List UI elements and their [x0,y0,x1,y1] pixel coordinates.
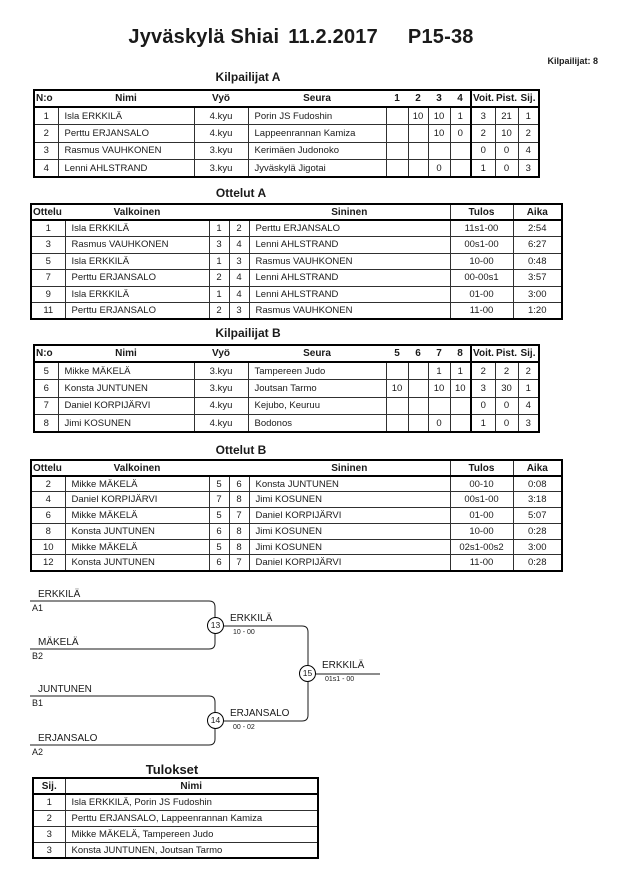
col-header-1: 1 [386,90,408,107]
bracket-semi2-bottom-seed: A2 [32,747,44,757]
bracket-semi2-bottom-name: ERJANSALO [38,733,98,744]
cell-white-no: 2 [209,270,229,287]
cell-club: Bodonos [248,415,386,433]
col-header-name: Nimi [58,345,194,362]
cell-time: 0:48 [513,253,562,270]
table-row [34,107,539,125]
cell-match-no: 10 [31,539,65,555]
cell-club: Joutsan Tarmo [248,380,386,398]
cell-points: 0 [495,415,518,433]
bracket-semi1-bottom-name: MÄKELÄ [38,637,79,648]
cell-no: 6 [34,380,58,398]
cell-r3: 0 [428,415,450,433]
table-row [34,125,539,143]
cell-no: 8 [34,415,58,433]
bracket-semi2-score: 00 - 02 [233,724,255,731]
cell-blue: Rasmus VAUHKONEN [249,253,450,270]
cell-white: Perttu ERJANSALO [65,303,209,320]
bracket-semi2-winner: ERJANSALO [230,708,290,719]
table-row [34,380,539,398]
cell-belt: 3.kyu [194,160,248,178]
cell-no: 3 [34,142,58,160]
table-row [31,508,562,524]
cell-blue: Jimi KOSUNEN [249,523,450,539]
cell-result: 11-00 [450,303,513,320]
results-table [32,777,319,859]
cell-club: Porin JS Fudoshin [248,107,386,125]
col-header-time: Aika [513,204,562,220]
cell-place: 1 [518,380,539,398]
cell-time: 3:00 [513,286,562,303]
col-header-place: Sij. [33,778,65,794]
cell-blue-no: 8 [229,539,249,555]
bracket-semi2-top-seed: B1 [32,698,44,708]
cell-r2 [408,142,428,160]
table-row [31,220,562,237]
cell-time: 3:18 [513,492,562,508]
col-header-match: Ottelu [31,204,65,220]
cell-blue: Perttu ERJANSALO [249,220,450,237]
cell-points: 10 [495,125,518,143]
cell-white: Konsta JUNTUNEN [65,555,209,571]
col-header-club: Seura [248,345,386,362]
bracket-final-score: 01s1 - 00 [325,676,355,683]
col-header-no: N:o [34,345,58,362]
cell-r3 [428,142,450,160]
cell-match-no: 2 [31,476,65,492]
cell-no: 2 [34,125,58,143]
cell-place: 3 [33,842,65,858]
cell-blue: Daniel KORPIJÄRVI [249,508,450,524]
cell-r3 [428,397,450,415]
cell-club: Tampereen Judo [248,362,386,380]
table-row [34,362,539,380]
section-heading-matches-b: Ottelut B [215,443,267,457]
col-header-place: Sij. [518,90,539,107]
bracket-semi1-bottom-seed: B2 [32,651,44,661]
cell-white: Isla ERKKILÄ [65,253,209,270]
cell-blue-no: 4 [229,286,249,303]
table-row [34,397,539,415]
cell-blue-no: 3 [229,253,249,270]
col-header-3: 3 [428,90,450,107]
cell-blue-no: 8 [229,492,249,508]
cell-blue: Jimi KOSUNEN [249,539,450,555]
cell-no: 7 [34,397,58,415]
cell-r1 [386,397,408,415]
table-row [31,237,562,254]
col-header-wins: Voit. [471,90,495,107]
matches-b-header-row [31,460,562,476]
bracket-semi1-top-seed: A1 [32,603,44,613]
matches-b-table [30,459,563,572]
col-header-result: Tulos [450,460,513,476]
cell-white: Perttu ERJANSALO [65,270,209,287]
cell-place: 4 [518,142,539,160]
table-row [31,286,562,303]
cell-white: Isla ERKKILÄ [65,286,209,303]
bracket-semi1-winner: ERKKILÄ [230,613,273,624]
cell-name: Lenni AHLSTRAND [58,160,194,178]
cell-white-no: 6 [209,555,229,571]
cell-white-no: 3 [209,237,229,254]
cell-r2 [408,397,428,415]
cell-match-no: 4 [31,492,65,508]
cell-result: 00s1-00 [450,237,513,254]
table-row [33,842,318,858]
cell-wins: 0 [471,142,495,160]
col-header-points: Pist. [495,345,518,362]
section-heading-results: Tulokset [145,762,199,777]
cell-r1 [386,415,408,433]
title-category: P15-38 [407,26,474,48]
cell-r1 [386,362,408,380]
bracket-semi1-score: 10 - 00 [233,629,255,636]
col-header-white: Valkoinen [65,460,209,476]
section-heading-pool-b: Kilpailijat B [215,326,281,340]
cell-wins: 0 [471,397,495,415]
cell-time: 5:07 [513,508,562,524]
cell-blue-no: 8 [229,523,249,539]
cell-result: 02s1-00s2 [450,539,513,555]
col-header-blue-no [229,204,249,220]
cell-no: 4 [34,160,58,178]
bracket-semi2-top-name: JUNTUNEN [38,684,92,695]
cell-place: 1 [33,794,65,810]
cell-wins: 3 [471,107,495,125]
table-row [33,794,318,810]
table-row [31,270,562,287]
competitors-count: Kilpailijat: 8 [547,56,598,66]
cell-belt: 4.kyu [194,415,248,433]
cell-r3: 10 [428,125,450,143]
cell-points: 0 [495,142,518,160]
table-row [31,253,562,270]
bracket-match-14-circle: 14 [207,712,224,729]
cell-result: 01-00 [450,508,513,524]
col-header-name: Nimi [58,90,194,107]
cell-name: Mikke MÄKELÄ, Tampereen Judo [65,826,318,842]
col-header-blue-no [229,460,249,476]
cell-r2: 10 [408,107,428,125]
cell-place: 2 [33,810,65,826]
cell-place: 2 [518,362,539,380]
cell-belt: 3.kyu [194,362,248,380]
col-header-4: 4 [450,90,471,107]
cell-match-no: 8 [31,523,65,539]
cell-r4 [450,397,471,415]
table-row [33,826,318,842]
table-row [34,142,539,160]
cell-r2 [408,415,428,433]
cell-r1 [386,142,408,160]
cell-place: 2 [518,125,539,143]
col-header-6: 6 [408,345,428,362]
cell-place: 3 [33,826,65,842]
cell-match-no: 12 [31,555,65,571]
cell-wins: 1 [471,160,495,178]
cell-blue-no: 3 [229,303,249,320]
table-row [31,476,562,492]
cell-r3: 0 [428,160,450,178]
cell-white: Mikke MÄKELÄ [65,539,209,555]
cell-club: Kejubo, Keuruu [248,397,386,415]
cell-white: Mikke MÄKELÄ [65,476,209,492]
cell-blue: Lenni AHLSTRAND [249,286,450,303]
cell-white: Isla ERKKILÄ [65,220,209,237]
cell-points: 0 [495,397,518,415]
col-header-time: Aika [513,460,562,476]
cell-blue: Lenni AHLSTRAND [249,270,450,287]
cell-blue: Lenni AHLSTRAND [249,237,450,254]
cell-place: 3 [518,160,539,178]
cell-r2 [408,380,428,398]
bracket-match-13-circle: 13 [207,617,224,634]
col-header-points: Pist. [495,90,518,107]
cell-wins: 2 [471,125,495,143]
cell-r1 [386,107,408,125]
cell-time: 3:57 [513,270,562,287]
cell-r4 [450,415,471,433]
cell-result: 11s1-00 [450,220,513,237]
col-header-wins: Voit. [471,345,495,362]
cell-r4: 0 [450,125,471,143]
cell-white: Konsta JUNTUNEN [65,523,209,539]
cell-result: 10-00 [450,253,513,270]
cell-name: Perttu ERJANSALO, Lappeenrannan Kamiza [65,810,318,826]
table-row [31,492,562,508]
cell-blue-no: 4 [229,270,249,287]
cell-white-no: 6 [209,523,229,539]
cell-r3: 10 [428,107,450,125]
table-row [34,160,539,178]
cell-white: Rasmus VAUHKONEN [65,237,209,254]
results-header-row [33,778,318,794]
table-row [34,415,539,433]
cell-white-no: 1 [209,286,229,303]
col-header-7: 7 [428,345,450,362]
cell-match-no: 6 [31,508,65,524]
cell-result: 00-00s1 [450,270,513,287]
cell-time: 0:28 [513,555,562,571]
cell-name: Isla ERKKILÄ, Porin JS Fudoshin [65,794,318,810]
cell-r4 [450,160,471,178]
col-header-club: Seura [248,90,386,107]
cell-club: Jyväskylä Jigotai [248,160,386,178]
cell-club: Lappeenrannan Kamiza [248,125,386,143]
section-heading-matches-a: Ottelut A [215,186,267,200]
col-header-5: 5 [386,345,408,362]
cell-white-no: 7 [209,492,229,508]
cell-r1 [386,160,408,178]
cell-name: Daniel KORPIJÄRVI [58,397,194,415]
cell-no: 1 [34,107,58,125]
matches-a-table [30,203,563,320]
cell-white-no: 5 [209,508,229,524]
cell-name: Perttu ERJANSALO [58,125,194,143]
cell-blue: Daniel KORPIJÄRVI [249,555,450,571]
cell-name: Rasmus VAUHKONEN [58,142,194,160]
cell-time: 2:54 [513,220,562,237]
cell-white-no: 5 [209,539,229,555]
cell-wins: 2 [471,362,495,380]
cell-belt: 4.kyu [194,125,248,143]
cell-white: Daniel KORPIJÄRVI [65,492,209,508]
cell-result: 11-00 [450,555,513,571]
cell-result: 01-00 [450,286,513,303]
col-header-blue: Sininen [249,460,450,476]
cell-belt: 4.kyu [194,397,248,415]
col-header-belt: Vyö [194,345,248,362]
cell-white: Mikke MÄKELÄ [65,508,209,524]
cell-belt: 3.kyu [194,142,248,160]
pool-b-table [33,344,540,433]
cell-place: 4 [518,397,539,415]
cell-match-no: 11 [31,303,65,320]
cell-name: Isla ERKKILÄ [58,107,194,125]
cell-white-no: 1 [209,220,229,237]
table-row [31,303,562,320]
cell-blue-no: 7 [229,508,249,524]
col-header-blue: Sininen [249,204,450,220]
cell-name: Konsta JUNTUNEN, Joutsan Tarmo [65,842,318,858]
cell-match-no: 9 [31,286,65,303]
cell-r1 [386,125,408,143]
cell-name: Konsta JUNTUNEN [58,380,194,398]
cell-r2 [408,362,428,380]
page-title [128,26,473,49]
cell-club: Kerimäen Judonoko [248,142,386,160]
title-event: Jyväskylä Shiai [128,26,280,48]
cell-r2 [408,125,428,143]
col-header-white: Valkoinen [65,204,209,220]
col-header-no: N:o [34,90,58,107]
cell-r3: 1 [428,362,450,380]
cell-blue: Konsta JUNTUNEN [249,476,450,492]
col-header-place: Sij. [518,345,539,362]
cell-blue-no: 6 [229,476,249,492]
col-header-white-no [209,204,229,220]
bracket-semi1-top-name: ERKKILÄ [38,589,81,600]
cell-result: 10-00 [450,523,513,539]
cell-r1: 10 [386,380,408,398]
cell-name: Jimi KOSUNEN [58,415,194,433]
cell-r3: 10 [428,380,450,398]
cell-r4: 1 [450,362,471,380]
title-date: 11.2.2017 [288,26,378,48]
col-header-8: 8 [450,345,471,362]
cell-r4: 1 [450,107,471,125]
cell-time: 6:27 [513,237,562,254]
cell-time: 0:28 [513,523,562,539]
cell-wins: 3 [471,380,495,398]
cell-blue: Jimi KOSUNEN [249,492,450,508]
table-row [31,555,562,571]
pool-a-table [33,89,540,178]
table-row [31,539,562,555]
cell-white-no: 5 [209,476,229,492]
section-heading-pool-a: Kilpailijat A [215,70,281,84]
cell-match-no: 3 [31,237,65,254]
cell-time: 1:20 [513,303,562,320]
cell-points: 30 [495,380,518,398]
cell-match-no: 7 [31,270,65,287]
bracket-final-winner: ERKKILÄ [322,660,365,671]
cell-place: 1 [518,107,539,125]
cell-r4: 10 [450,380,471,398]
cell-wins: 1 [471,415,495,433]
col-header-name: Nimi [65,778,318,794]
table-row [33,810,318,826]
cell-time: 3:00 [513,539,562,555]
cell-belt: 4.kyu [194,107,248,125]
table-row [31,523,562,539]
pool-b-header-row [34,345,539,362]
cell-belt: 3.kyu [194,380,248,398]
col-header-match: Ottelu [31,460,65,476]
cell-no: 5 [34,362,58,380]
cell-white-no: 1 [209,253,229,270]
cell-r4 [450,142,471,160]
cell-points: 21 [495,107,518,125]
cell-r2 [408,160,428,178]
col-header-result: Tulos [450,204,513,220]
cell-match-no: 1 [31,220,65,237]
cell-result: 00-10 [450,476,513,492]
cell-white-no: 2 [209,303,229,320]
cell-blue-no: 2 [229,220,249,237]
cell-time: 0:08 [513,476,562,492]
cell-name: Mikke MÄKELÄ [58,362,194,380]
cell-points: 0 [495,160,518,178]
cell-result: 00s1-00 [450,492,513,508]
cell-points: 2 [495,362,518,380]
pool-a-header-row [34,90,539,107]
bracket-match-15-circle: 15 [299,665,316,682]
cell-blue-no: 4 [229,237,249,254]
col-header-belt: Vyö [194,90,248,107]
cell-place: 3 [518,415,539,433]
cell-blue-no: 7 [229,555,249,571]
col-header-white-no [209,460,229,476]
matches-a-header-row [31,204,562,220]
cell-blue: Rasmus VAUHKONEN [249,303,450,320]
col-header-2: 2 [408,90,428,107]
cell-match-no: 5 [31,253,65,270]
